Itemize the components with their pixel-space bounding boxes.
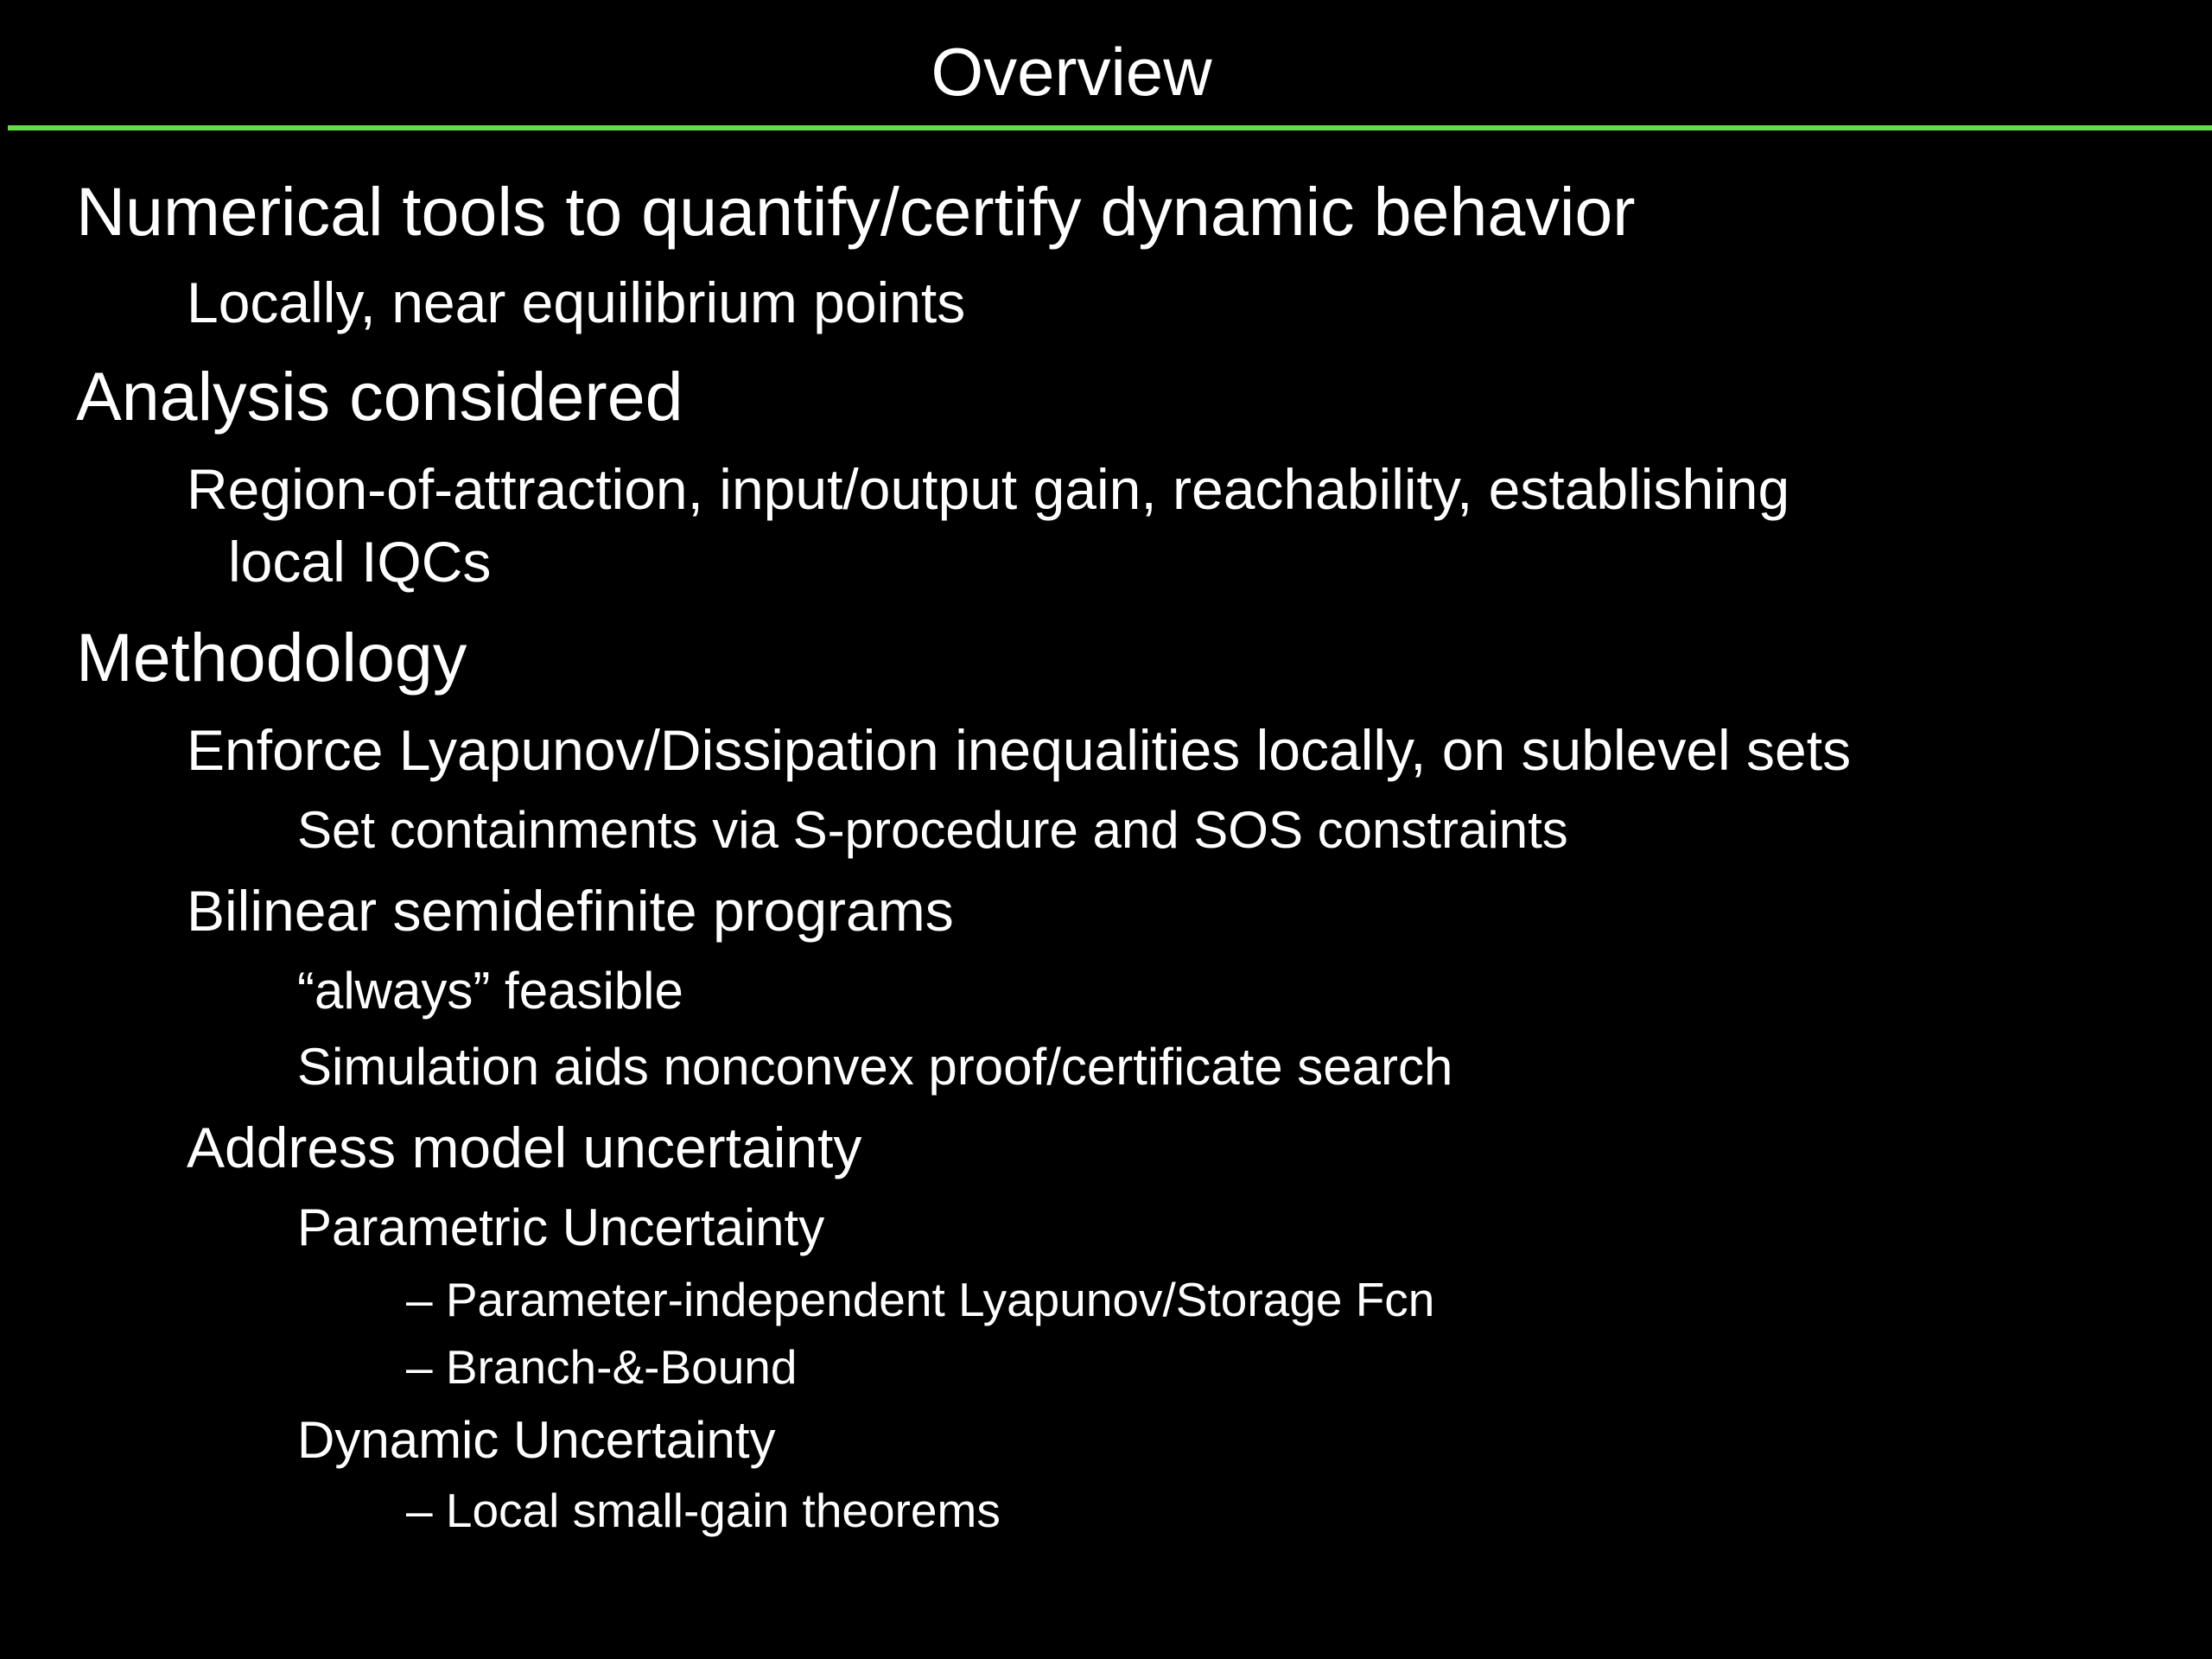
bullet-level2: Bilinear semidefinite programs xyxy=(187,879,954,943)
slide-title: Overview xyxy=(931,34,1212,110)
bullet-level2: Enforce Lyapunov/Dissipation inequalities locally, on sublevel sets xyxy=(187,718,1852,782)
bullet-level3: Simulation aids nonconvex proof/certificate search xyxy=(297,1038,1453,1096)
title-underline xyxy=(8,125,2212,130)
bullet-level3: Dynamic Uncertainty xyxy=(297,1411,776,1469)
bullet-level4: – Branch-&-Bound xyxy=(406,1340,798,1394)
bullet-level2: Region-of-attraction, input/output gain, reachability, establishing xyxy=(187,457,1790,521)
bullet-level4: – Local small-gain theorems xyxy=(406,1484,1001,1537)
bullet-level3: Set containments via S-procedure and SOS constraints xyxy=(297,801,1568,859)
bullet-level2: Address model uncertainty xyxy=(187,1116,862,1179)
bullet-level2: Locally, near equilibrium points xyxy=(187,270,966,334)
bullet-level3: “always” feasible xyxy=(297,962,683,1020)
bullet-level1: Analysis considered xyxy=(76,358,683,435)
bullet-level4: – Parameter-independent Lyapunov/Storage Fcn xyxy=(406,1273,1435,1326)
bullet-level2-continuation: local IQCs xyxy=(228,530,492,594)
bullet-level3: Parametric Uncertainty xyxy=(297,1198,825,1256)
bullet-level1: Numerical tools to quantify/certify dynamic behavior xyxy=(76,173,1636,250)
bullet-level1: Methodology xyxy=(76,619,467,696)
